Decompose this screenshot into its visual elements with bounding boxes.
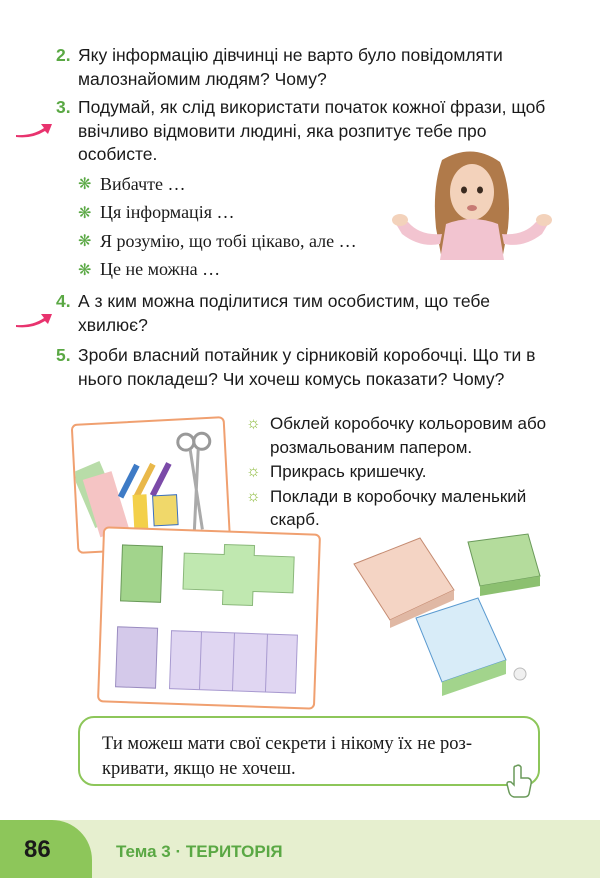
topic-label: Тема 3 · ТЕРИТОРІЯ bbox=[116, 842, 283, 861]
sun-icon: ☼ bbox=[246, 487, 261, 505]
box-template-photo bbox=[97, 526, 321, 710]
question-number: 2. bbox=[56, 45, 71, 65]
pink-arrow-icon bbox=[14, 120, 54, 140]
instruction-item: ☼ Прикрась кришечку. bbox=[246, 460, 566, 484]
girl-photo bbox=[392, 148, 552, 260]
phrase-item: ❋ Це не можна … bbox=[78, 259, 221, 280]
question-text: Зроби власний потайник у сірниковій коробочці. Що ти в нього покладеш? Чи хочеш комусь показати? Чому? bbox=[78, 345, 536, 389]
snowflake-icon: ❋ bbox=[78, 176, 92, 194]
phrase-item: ❋ Ця інформація … bbox=[78, 202, 235, 223]
pointing-hand-icon bbox=[504, 764, 534, 798]
snowflake-icon: ❋ bbox=[78, 233, 92, 251]
snowflake-icon: ❋ bbox=[78, 261, 92, 279]
question-number: 3. bbox=[56, 97, 71, 117]
page-number: 86 bbox=[24, 836, 51, 863]
question-number: 5. bbox=[56, 345, 71, 365]
question-text: Подумай, як слід використати початок кожної фрази, щоб ввічливо відмовити людині, яка розпитує тебе про особисте. bbox=[78, 97, 546, 164]
question-text: А з ким можна поділитися тим особистим, що тебе хвилює? bbox=[78, 291, 490, 335]
phrase-list bbox=[78, 170, 408, 284]
phrase-item: ❋ Я розумію, що тобі цікаво, але … bbox=[78, 230, 357, 251]
question-text: Яку інформацію дівчинці не варто було повідомляти малознайомим людям? Чому? bbox=[78, 45, 503, 89]
decorated-boxes-photo bbox=[350, 524, 560, 704]
instruction-item: ☼ Обклей коробочку кольоровим або розмальованим папером. bbox=[246, 412, 566, 459]
instruction-list bbox=[246, 412, 566, 533]
pink-arrow-icon bbox=[14, 310, 54, 330]
instruction-item: ☼ Поклади в коробочку маленький скарб. bbox=[246, 485, 566, 532]
snowflake-icon: ❋ bbox=[78, 204, 92, 222]
question-number: 4. bbox=[56, 291, 71, 311]
question-4 bbox=[56, 290, 556, 337]
sun-icon: ☼ bbox=[246, 415, 261, 432]
sun-icon: ☼ bbox=[246, 463, 261, 480]
note-text: Ти можеш мати свої секрети і нікому їх не розкривати, якщо не хочеш. bbox=[102, 734, 473, 779]
note-box bbox=[78, 716, 540, 786]
phrase-item: ❋ Вибачте … bbox=[78, 173, 186, 194]
question-5 bbox=[56, 344, 556, 391]
question-2 bbox=[56, 44, 556, 91]
